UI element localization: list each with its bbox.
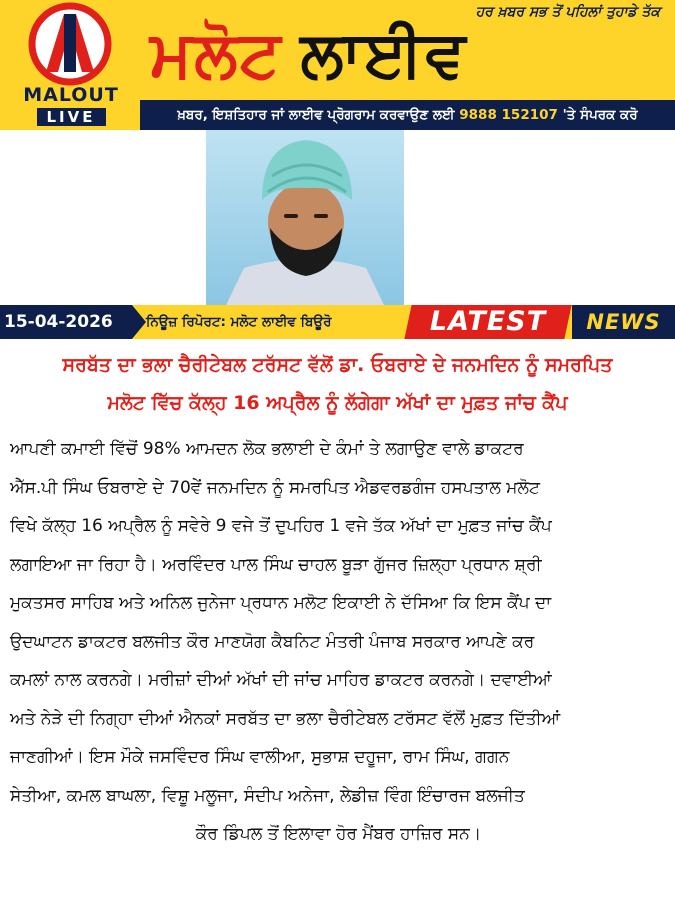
headline-line-1: ਸਰਬੱਤ ਦਾ ਭਲਾ ਚੈਰੀਟੇਬਲ ਟਰੱਸਟ ਵੱਲੋਂ ਡਾ. ਓਬਰਾਏ ਦੇ ਜਨਮਦਿਨ ਨੂੰ ਸਮਰਪਿਤ bbox=[62, 354, 613, 376]
article-line: ਲਗਾਇਆ ਜਾ ਰਿਹਾ ਹੈ। ਅਰਵਿੰਦਰ ਪਾਲ ਸਿੰਘ ਚਾਹਲ ਬੂੜਾ ਗੁੱਜਰ ਜ਼ਿਲ੍ਹਾ ਪ੍ਰਧਾਨ ਸ਼੍ਰੀ bbox=[10, 554, 542, 575]
header-banner bbox=[0, 0, 675, 130]
logo-wordmark bbox=[10, 84, 132, 126]
photo-section bbox=[0, 130, 675, 305]
article-line: ਜਾਣਗੀਆਂ। ਇਸ ਮੌਕੇ ਜਸਵਿੰਦਰ ਸਿੰਘ ਵਾਲੀਆ, ਸੁਭਾਸ਼ ਦਹੂਜਾ, ਰਾਮ ਸਿੰਘ, ਗਗਨ bbox=[10, 747, 510, 767]
article-line: ਕੌਰ ਡਿੰਪਲ ਤੋਂ ਇਲਾਵਾ ਹੋਰ ਮੈਂਬਰ ਹਾਜ਼ਿਰ ਸਨ। bbox=[195, 824, 482, 844]
reporter-credit: ਨਿਊਜ਼ ਰਿਪੋਰਟ: ਮਲੋਟ ਲਾਈਵ ਬਿਊਰੋ bbox=[146, 314, 332, 330]
contact-suffix: 'ਤੇ ਸੰਪਰਕ ਕਰੋ bbox=[562, 107, 638, 123]
meta-bar bbox=[0, 305, 675, 339]
contact-phone: 9888 152107 bbox=[459, 107, 558, 123]
brand-title bbox=[150, 14, 670, 96]
portrait-photo-icon bbox=[206, 130, 404, 305]
article-line: ਸੇਤੀਆ, ਕਮਲ ਬਾਘਲਾ, ਵਿਸ਼ੂ ਮਲੂਜਾ, ਸੰਦੀਪ ਅਨੇਜਾ, ਲੇਡੀਜ਼ ਵਿੰਗ ਇੰਚਾਰਜ ਬਲਜੀਤ bbox=[10, 785, 525, 806]
headline-line-2: ਮਲੋਟ ਵਿੱਚ ਕੱਲ੍ਹ 16 ਅਪ੍ਰੈਲ ਨੂੰ ਲੱਗੇਗਾ ਅੱਖਾਂ ਦਾ ਮੁਫ਼ਤ ਜਾਂਚ ਕੈਂਪ bbox=[107, 392, 568, 414]
article-line: ਉਦਘਾਟਨ ਡਾਕਟਰ ਬਲਜੀਤ ਕੌਰ ਮਾਣਯੋਗ ਕੈਬਨਿਟ ਮੰਤਰੀ ਪੰਜਾਬ ਸਰਕਾਰ ਆਪਣੇ ਕਰ bbox=[10, 631, 535, 652]
contact-prefix: ਖ਼ਬਰ, ਇਸ਼ਤਿਹਾਰ ਜਾਂ ਲਾਈਵ ਪ੍ਰੋਗਰਾਮ ਕਰਵਾਉਣ ਲਈ bbox=[177, 107, 455, 123]
news-badge: NEWS bbox=[586, 310, 661, 334]
article-line: ਅਤੇ ਨੇੜੇ ਦੀ ਨਿਗ੍ਹਾ ਦੀਆਂ ਐਨਕਾਂ ਸਰਬੱਤ ਦਾ ਭਲਾ ਚੈਰੀਟੇਬਲ ਟਰੱਸਟ ਵੱਲੋਂ ਮੁਫ਼ਤ ਦਿੱਤੀਆਂ bbox=[10, 708, 561, 729]
article-line: ਐੱਸ.ਪੀ ਸਿੰਘ ਓਬਰਾਏ ਦੇ 70ਵੇਂ ਜਨਮਦਿਨ ਨੂੰ ਸਮਰਪਿਤ ਐਡਵਰਡਗੰਜ ਹਸਪਤਾਲ ਮਲੋਟ bbox=[10, 477, 540, 498]
contact-strip bbox=[140, 100, 675, 130]
article-line: ਕਮਲਾਂ ਨਾਲ ਕਰਨਗੇ। ਮਰੀਜ਼ਾਂ ਦੀਆਂ ਅੱਖਾਂ ਦੀ ਜਾਂਚ ਮਾਹਿਰ ਡਾਕਟਰ ਕਰਨਗੇ। ਦਵਾਈਆਂ bbox=[10, 670, 552, 690]
article-line: ਆਪਣੀ ਕਮਾਈ ਵਿੱਚੋਂ 98% ਆਮਦਨ ਲੋਕ ਭਲਾਈ ਦੇ ਕੰਮਾਂ ਤੇ ਲਗਾਉਣ ਵਾਲੇ ਡਾਕਟਰ bbox=[10, 439, 524, 459]
brand-title-part1: ਮਲੋਟ bbox=[150, 18, 283, 92]
brand-title-part2: ਲਾਈਵ bbox=[300, 18, 468, 92]
post-date: 15-04-2026 bbox=[0, 305, 132, 339]
tagline: ਹਰ ਖ਼ਬਰ ਸਭ ਤੋਂ ਪਹਿਲਾਂ ਤੁਹਾਡੇ ਤੱਕ bbox=[475, 4, 660, 20]
article-line: ਵਿਖੇ ਕੱਲ੍ਹ 16 ਅਪ੍ਰੈਲ ਨੂੰ ਸਵੇਰੇ 9 ਵਜੇ ਤੋਂ ਦੁਪਹਿਰ 1 ਵਜੇ ਤੱਕ ਅੱਖਾਂ ਦਾ ਮੁਫ਼ਤ ਜਾਂਚ ਕੈਂਪ bbox=[10, 516, 552, 536]
logo-sub: LIVE bbox=[37, 108, 106, 126]
logo-name: MALOUT bbox=[23, 84, 119, 106]
article-line: ਮੁਕਤਸਰ ਸਾਹਿਬ ਅਤੇ ਅਨਿਲ ਜੁਨੇਜਾ ਪ੍ਰਧਾਨ ਮਲੋਟ ਇਕਾਈ ਨੇ ਦੱਸਿਆ ਕਿ ਇਸ ਕੈਂਪ ਦਾ bbox=[10, 593, 552, 613]
headline bbox=[6, 346, 669, 422]
latest-badge: LATEST bbox=[429, 306, 547, 337]
article-body bbox=[10, 430, 667, 854]
